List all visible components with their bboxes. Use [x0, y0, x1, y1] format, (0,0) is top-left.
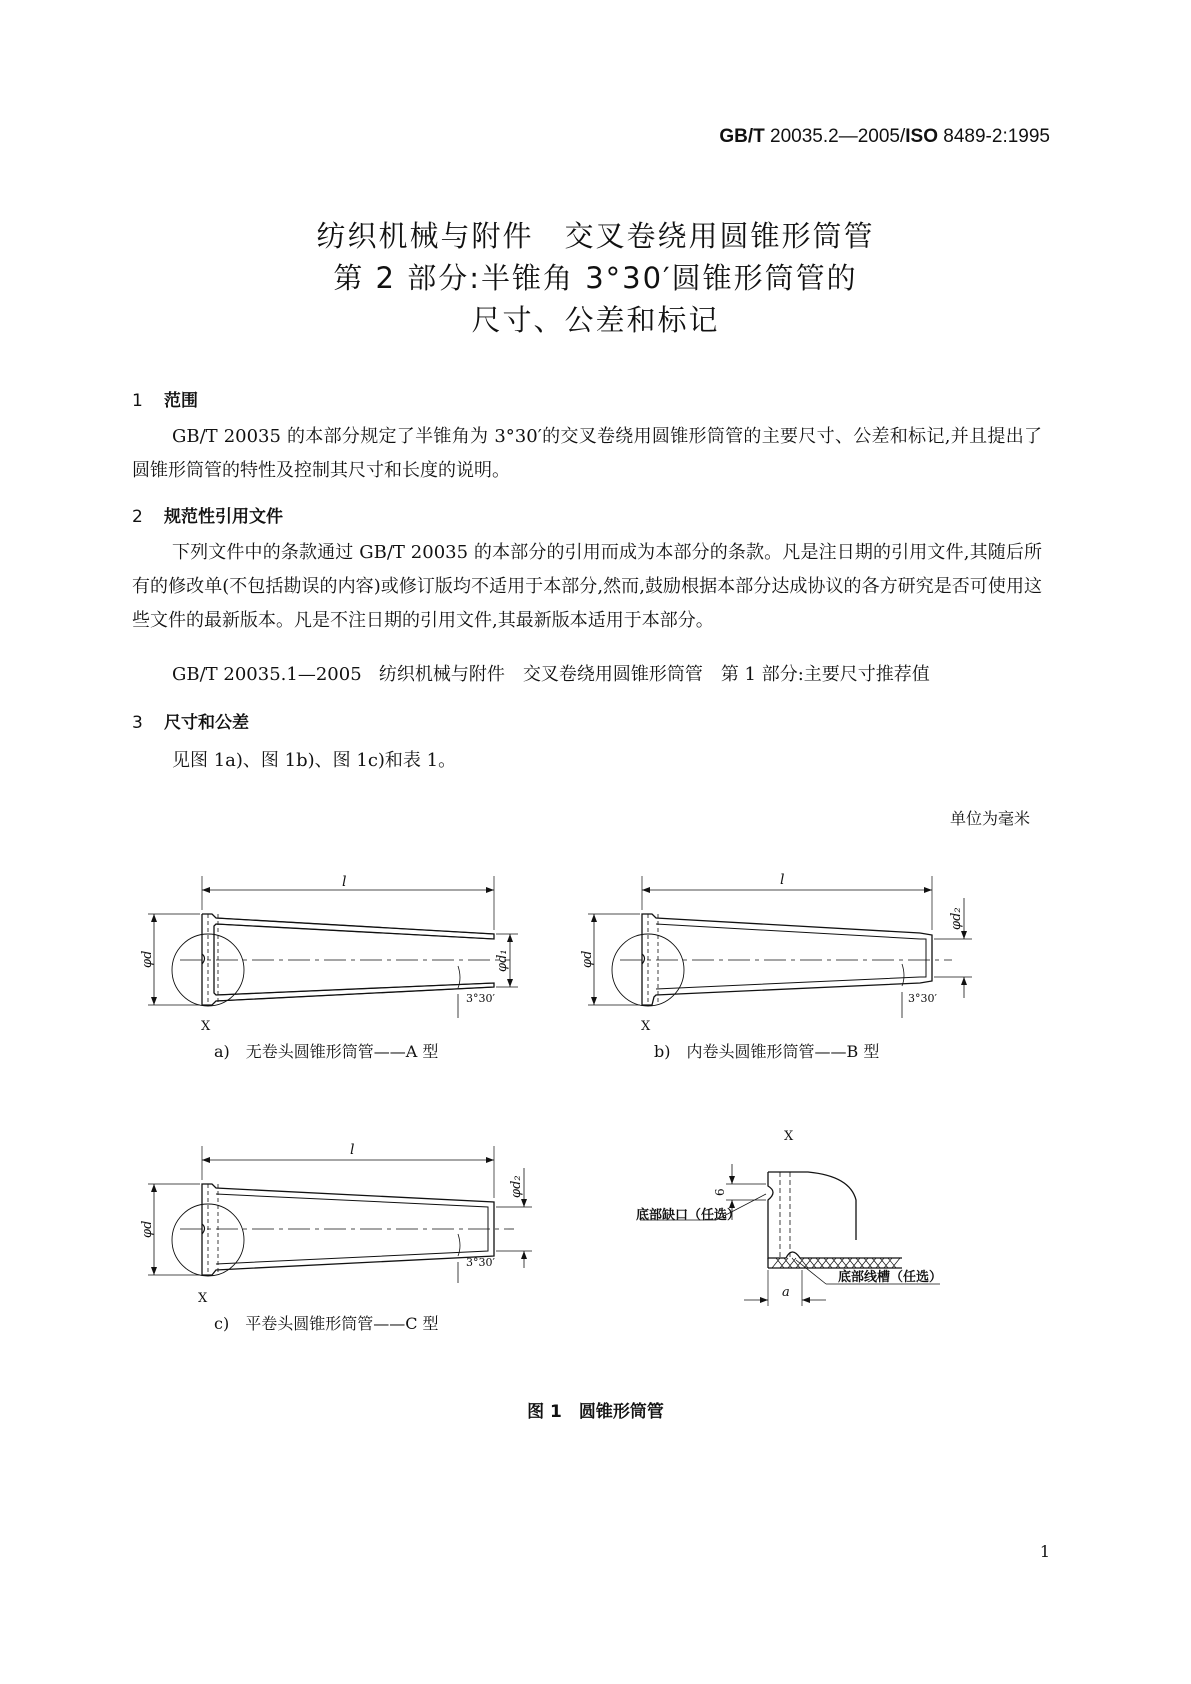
svg-text:φd: φd — [580, 950, 595, 968]
unit-note: 单位为毫米 — [949, 809, 1030, 828]
svg-text:l: l — [342, 874, 347, 890]
figure-a-caption: a) 无卷头圆锥形筒管——A 型 — [214, 1042, 439, 1061]
svg-text:3°30′: 3°30′ — [466, 1256, 495, 1269]
page-number: 1 — [1039, 1542, 1050, 1561]
bottom-notch-label: 底部缺口（任选） — [636, 1208, 741, 1223]
figure-c-caption: c) 平卷头圆锥形筒管——C 型 — [214, 1314, 439, 1333]
svg-text:φd: φd — [140, 1220, 155, 1238]
section-2-heading: 2 规范性引用文件 — [132, 507, 283, 527]
title-line-3: 尺寸、公差和标记 — [471, 303, 720, 337]
section-1-heading: 1 范围 — [132, 391, 198, 411]
bottom-groove-label: 底部线槽（任选） — [838, 1270, 943, 1285]
svg-text:3°30′: 3°30′ — [908, 992, 937, 1005]
svg-text:X: X — [641, 1019, 651, 1034]
section-3-heading: 3 尺寸和公差 — [132, 713, 249, 733]
svg-text:6: 6 — [713, 1188, 727, 1196]
figure-b-caption: b) 内卷头圆锥形筒管——B 型 — [654, 1042, 880, 1061]
svg-text:φd₁: φd₁ — [495, 949, 510, 972]
title-line-2: 第 2 部分:半锥角 3°30′圆锥形筒管的 — [333, 261, 858, 295]
svg-text:l: l — [780, 872, 785, 888]
section-1-text: GB/T 20035 的本部分规定了半锥角为 3°30′的交叉卷绕用圆锥形筒管的主要尺寸、公差和标记,并且提出了圆锥形筒管的特性及控制其尺寸和长度的说明。 — [132, 426, 1042, 481]
figure-b-type-b-drawing — [580, 868, 980, 1043]
svg-text:X: X — [198, 1291, 208, 1306]
standard-code: GB/T 20035.2—2005/ISO 8489-2:1995 — [719, 126, 1050, 147]
section-3-text: 见图 1a)、图 1b)、图 1c)和表 1。 — [172, 750, 457, 771]
svg-text:a: a — [782, 1285, 790, 1300]
svg-text:3°30′: 3°30′ — [466, 992, 495, 1005]
title-line-1: 纺织机械与附件 交叉卷绕用圆锥形筒管 — [316, 219, 875, 253]
normative-reference: GB/T 20035.1—2005 纺织机械与附件 交叉卷绕用圆锥形筒管 第 1 部分:主要尺寸推荐值 — [172, 664, 930, 685]
figure-c-type-c-drawing — [140, 1138, 540, 1313]
figure-a-type-a-drawing — [140, 868, 520, 1043]
svg-text:X: X — [201, 1019, 211, 1034]
svg-text:φd₂: φd₂ — [509, 1175, 524, 1198]
svg-text:φd: φd — [140, 950, 155, 968]
section-2-text: 下列文件中的条款通过 GB/T 20035 的本部分的引用而成为本部分的条款。凡是注日期的引用文件,其随后所有的修改单(不包括勘误的内容)或修订版均不适用于本部分,然而,鼓励根据本部分达成协议的各方研究是否可使用这些文件的最新版本。凡是不注日期的引用文件,其最新版本适用于本部分。 — [132, 542, 1042, 631]
svg-text:X: X — [784, 1129, 794, 1144]
svg-text:φd₂: φd₂ — [949, 907, 964, 930]
svg-text:l: l — [350, 1142, 355, 1158]
figure-title: 图 1 圆锥形筒管 — [527, 1402, 664, 1422]
